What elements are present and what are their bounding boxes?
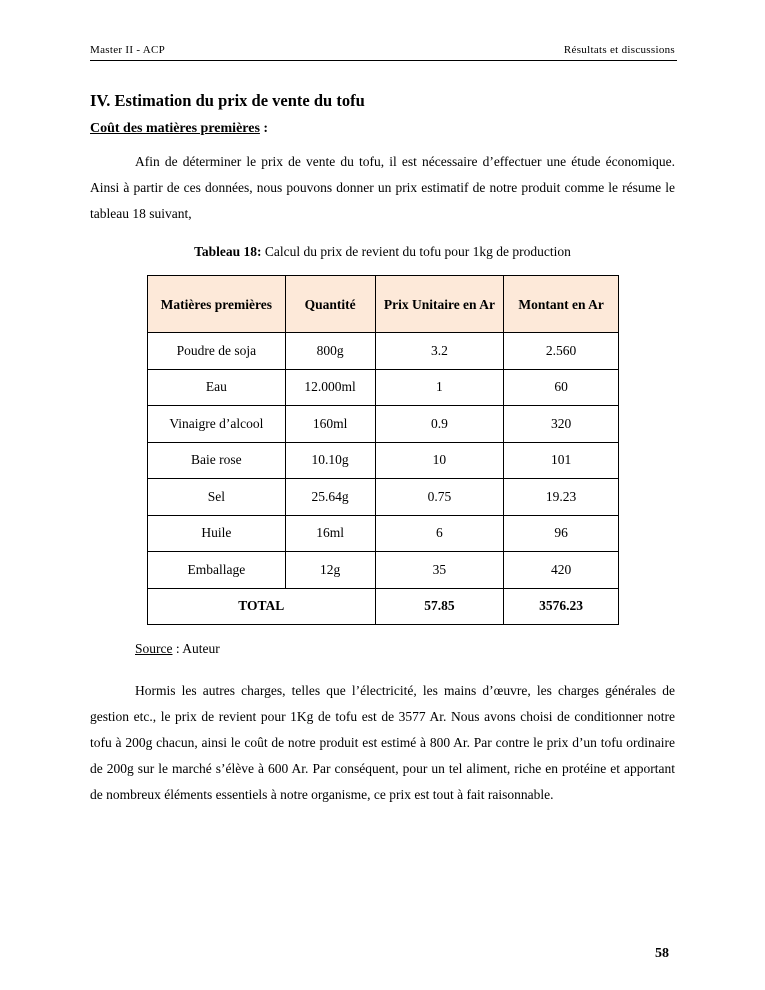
table-cell: 12g [285,552,375,589]
table-row [148,552,619,589]
header-cell: Matières premières [148,276,286,333]
table-cell: 160ml [285,406,375,443]
paragraph-2: Hormis les autres charges, telles que l’électricité, les mains d’œuvre, les charges générales de gestion etc., le prix de revient pour 1Kg de tofu est de 3577 Ar. Nous avons choisi de conditionner notre tofu à 200g chacun, ainsi le coût de notre produit est estimé à 800 Ar. Par contre le prix d’un tofu ordinaire de 200g sur le marché s’élève à 600 Ar. Par conséquent, pour un tel aliment, riche en protéine et apportant de nombreux éléments essentiels à notre organisme, ce prix est tout à fait raisonnable. [90,683,675,802]
table-row [148,442,619,479]
table-cell: 420 [504,552,619,589]
table-cell: 1 [375,369,504,406]
table-cell: Baie rose [148,442,286,479]
header-cell: Montant en Ar [504,276,619,333]
table-source [135,641,220,657]
cost-table [147,275,619,625]
table-cell: 10 [375,442,504,479]
table-row [148,333,619,370]
table-cell: 0.9 [375,406,504,443]
table-cell: 800g [285,333,375,370]
table-header-row [148,276,619,333]
table-caption [90,244,675,260]
table-cell: 12.000ml [285,369,375,406]
subheading-suffix: : [259,121,269,136]
paragraph-1: Afin de déterminer le prix de vente du tofu, il est nécessaire d’effectuer une étude économique. Ainsi à partir de ces données, nous pouvons donner un prix estimatif de notre produit comme le résume le tableau 18 suivant, [90,154,675,221]
subheading-label: Coût des matières premières [90,121,260,136]
section-title: IV. Estimation du prix de vente du tofu [90,91,365,110]
table-row [148,515,619,552]
table-cell: 60 [504,369,619,406]
table-cell: Vinaigre d’alcool [148,406,286,443]
source-text: : Auteur [172,641,220,656]
header-cell: Prix Unitaire en Ar [375,276,504,333]
table-cell: 16ml [285,515,375,552]
subheading [90,121,268,137]
total-amount: 3576.23 [504,588,619,625]
table-cell: 10.10g [285,442,375,479]
table-cell: Sel [148,479,286,516]
table-row [148,406,619,443]
table-cell: Huile [148,515,286,552]
table-cell: 35 [375,552,504,589]
table-cell: Emballage [148,552,286,589]
table-cell: 0.75 [375,479,504,516]
page-number: 58 [655,946,669,961]
table-cell: 101 [504,442,619,479]
source-label: Source [135,641,173,656]
table-cell: 19.23 [504,479,619,516]
table-cell: 2.560 [504,333,619,370]
table-cell: 6 [375,515,504,552]
header-cell: Quantité [285,276,375,333]
table-cell: Eau [148,369,286,406]
table-cell: 320 [504,406,619,443]
table-cell: 25.64g [285,479,375,516]
caption-text: Calcul du prix de revient du tofu pour 1kg de production [261,244,571,259]
caption-label: Tableau 18: [194,244,262,259]
header-left: Master II - ACP [90,44,166,56]
total-unit-price: 57.85 [375,588,504,625]
table-cell: 96 [504,515,619,552]
total-label: TOTAL [148,588,376,625]
table-row [148,369,619,406]
table-row [148,479,619,516]
page-header [90,42,677,61]
table-cell: 3.2 [375,333,504,370]
table-total-row [148,588,619,625]
header-right: Résultats et discussions [563,44,675,56]
table-cell: Poudre de soja [148,333,286,370]
